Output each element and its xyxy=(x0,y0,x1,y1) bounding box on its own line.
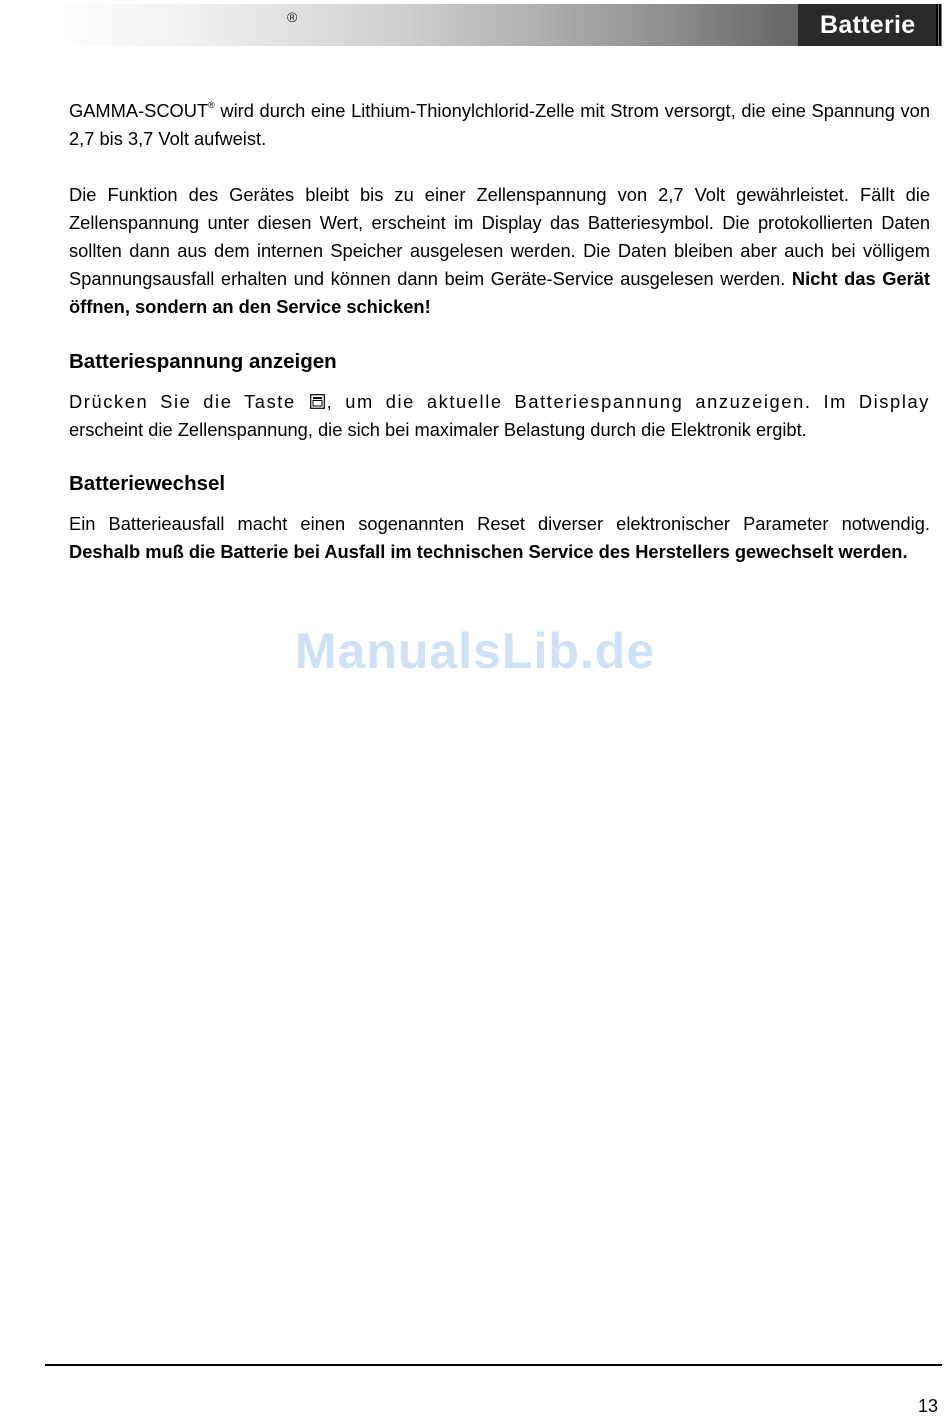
function-warning: Nicht das Gerät öffnen, sondern an den Service schicken! xyxy=(69,268,930,317)
battery-change-warning: Deshalb muß die Batterie bei Ausfall im technischen Service des Herstellers gewechselt werden. xyxy=(69,541,908,562)
heading-battery-change: Batteriewechsel xyxy=(69,472,226,495)
footer-divider xyxy=(45,1364,942,1366)
battery-change-paragraph xyxy=(69,510,930,566)
header-stripes xyxy=(936,4,942,46)
watermark: ManualsLib.de xyxy=(294,623,656,679)
function-paragraph xyxy=(69,181,930,321)
function-text: Die Funktion des Gerätes bleibt bis zu einer Zellenspannung von 2,7 Volt gewährleistet. Fällt die Zellenspannung unter diesen Wert, erscheint im Display das Batteriesymbol. Die protokollierten Daten sollten dann aus dem internen Speicher ausgelesen werden. Die Daten bleiben aber auch bei völligem Spannungsausfall erhalten und können dann beim Geräte-Service ausgelesen werden. xyxy=(69,184,930,289)
voltage-text-after-icon: , um die aktuelle Batteriespannung anzuzeigen. Im Display xyxy=(326,391,930,412)
brand-name: GAMMA-SCOUT xyxy=(69,100,209,121)
registered-mark: ® xyxy=(208,100,215,110)
page-content xyxy=(69,97,930,566)
heading-battery-voltage: Batteriespannung anzeigen xyxy=(69,350,337,373)
battery-change-text: Ein Batterieausfall macht einen sogenannten Reset diverser elektronischer Parameter notwendig. xyxy=(69,513,930,534)
voltage-text-rest: erscheint die Zellenspannung, die sich bei maximaler Belastung durch die Elektronik ergibt. xyxy=(69,419,807,440)
intro-paragraph xyxy=(69,97,930,153)
voltage-text-before-icon: Drücken Sie die Taste xyxy=(69,391,308,412)
display-key-icon xyxy=(310,394,325,409)
header-registered-mark: ® xyxy=(287,9,298,25)
voltage-paragraph xyxy=(69,388,930,444)
intro-text: wird durch eine Lithium-Thionylchlorid-Zelle mit Strom versorgt, die eine Spannung von 2,7 bis 3,7 Volt aufweist. xyxy=(69,100,930,149)
page-number: 13 xyxy=(918,1396,939,1416)
section-title: Batterie xyxy=(798,4,936,46)
